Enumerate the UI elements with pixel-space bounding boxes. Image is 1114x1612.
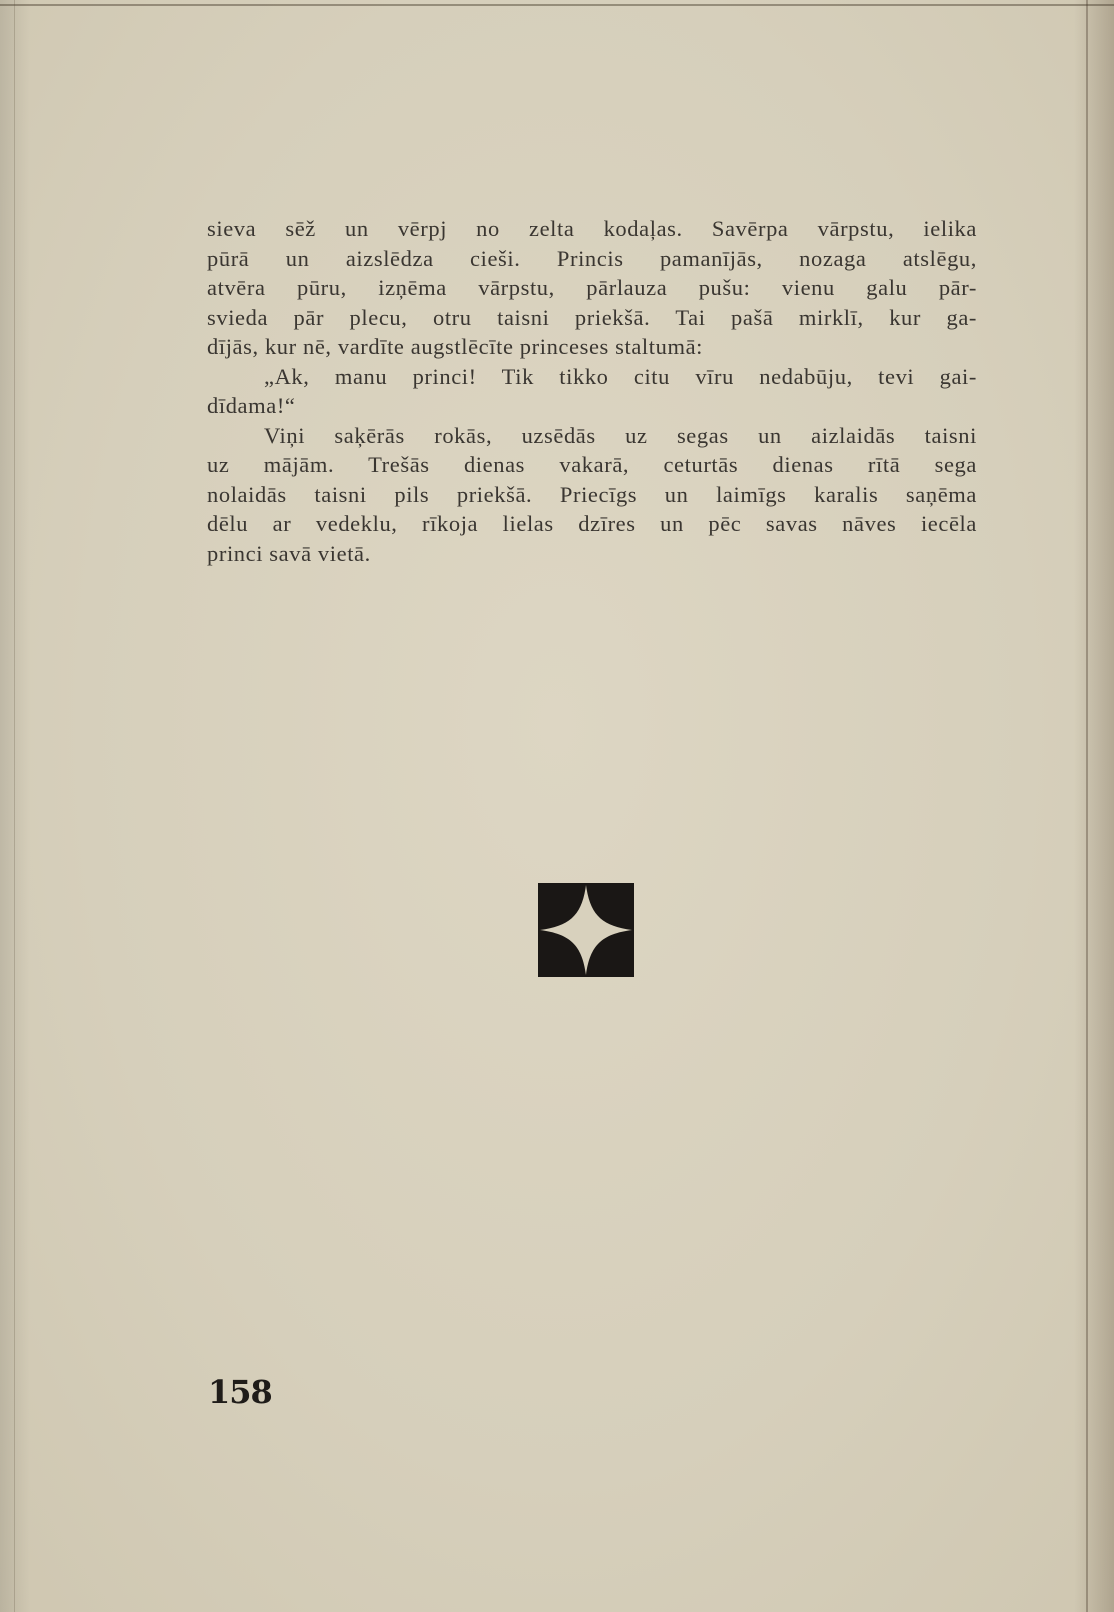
body-text: [207, 214, 977, 568]
page-number: 158: [208, 1373, 272, 1411]
left-fold-line: [14, 0, 15, 1612]
text-line: princi savā vietā.: [207, 540, 371, 566]
top-edge: [0, 4, 1114, 6]
paragraph: [207, 421, 977, 569]
text-line: pūrā un aizslēdza cieši. Princis pamanījās, nozaga atslēgu,: [207, 245, 977, 271]
paragraph: [207, 214, 977, 362]
text-line: atvēra pūru, izņēma vārpstu, pārlauza pušu: vienu galu pār-: [207, 275, 977, 300]
text-line: sieva sēž un vērpj no zelta kodaļas. Savērpa vārpstu, ielika: [207, 216, 977, 241]
right-edge-line: [1086, 0, 1088, 1612]
text-line: dīdama!“: [207, 393, 296, 418]
text-line: dījās, kur nē, vardīte augstlēcīte princeses staltumā:: [207, 334, 704, 359]
text-line: uz mājām. Trešās dienas vakarā, ceturtās dienas rītā sega: [207, 452, 977, 477]
text-line: svieda pār plecu, otru taisni priekšā. Tai pašā mirklī, kur ga-: [207, 304, 977, 330]
text-line: Viņi saķērās rokās, uzsēdās uz segas un aizlaidās taisni: [264, 422, 977, 448]
four-point-star-ornament-icon: [538, 883, 634, 977]
text-line: „Ak, manu princi! Tik tikko citu vīru nedabūju, tevi gai-: [264, 363, 977, 389]
paragraph: [207, 362, 977, 421]
text-line: nolaidās taisni pils priekšā. Priecīgs un laimīgs karalis saņēma: [207, 481, 977, 507]
text-line: dēlu ar vedeklu, rīkoja lielas dzīres un pēc savas nāves iecēla: [207, 511, 977, 536]
